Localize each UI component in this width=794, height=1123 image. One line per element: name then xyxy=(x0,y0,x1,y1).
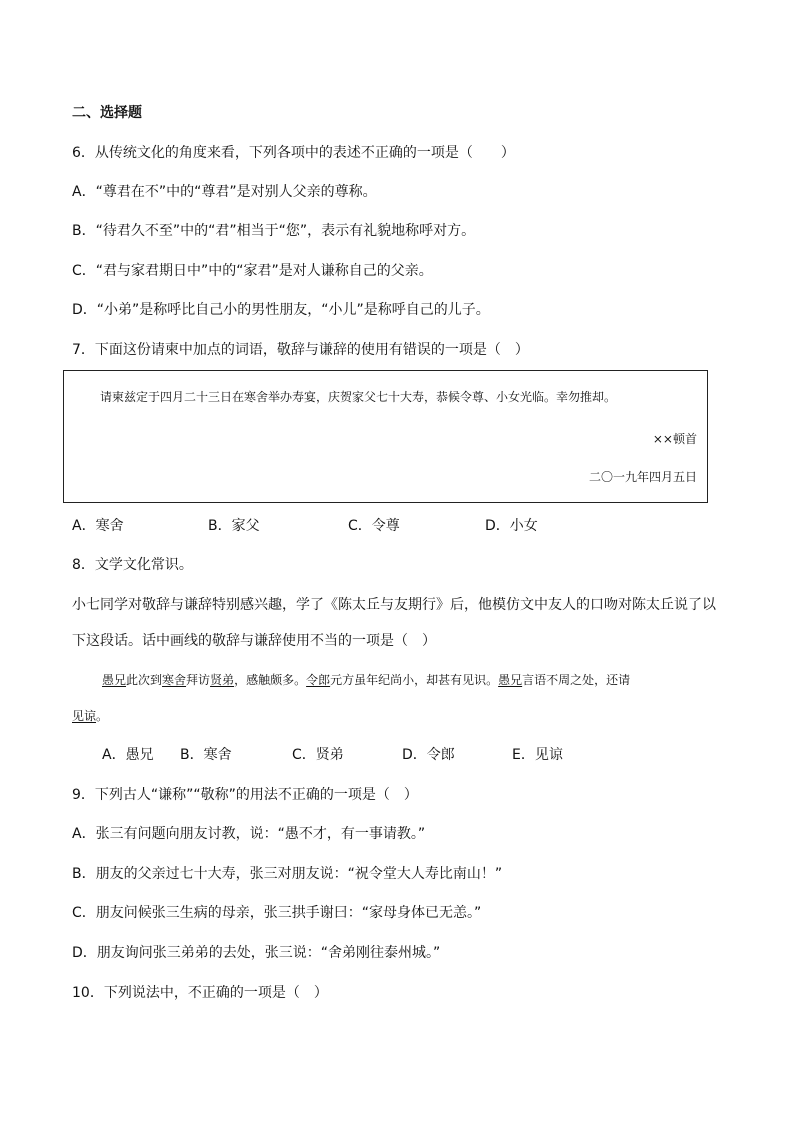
q9-stem: 9．下列古人“谦称”“敬称”的用法不正确的一项是（ ） xyxy=(72,787,418,803)
underlined-term: 愚兄 xyxy=(102,673,127,687)
q6-stem: 6．从传统文化的角度来看，下列各项中的表述不正确的一项是（ ） xyxy=(72,145,515,161)
q8-description-line1: 小七同学对敬辞与谦辞特别感兴趣，学了《陈太丘与友期行》后，他模仿文中友人的口吻对陈太丘说了以 xyxy=(72,597,716,613)
q8-option-e: E．见谅 xyxy=(512,747,563,763)
q6-option-b: B．“待君久不至”中的“君”相当于“您”，表示有礼貌地称呼对方。 xyxy=(72,223,476,239)
invitation-body: 请柬兹定于四月二十三日在寒舍举办寿宴，庆贺家父七十大寿，恭候令尊、小女光临。幸勿推却。 xyxy=(100,390,617,404)
invitation-signature: ××顿首 xyxy=(652,432,697,446)
q8-option-d: D．令郎 xyxy=(402,747,455,763)
q9-option-a: A．张三有问题向朋友讨教，说：“愚不才，有一事请教。” xyxy=(72,826,426,842)
q7-option-c: C．令尊 xyxy=(348,518,400,534)
underlined-term: 见谅 xyxy=(72,709,97,723)
q8-description-line2: 下这段话。话中画线的敬辞与谦辞使用不当的一项是（ ） xyxy=(72,633,436,649)
q8-passage-line1: 愚兄此次到寒舍拜访贤弟，感触颇多。令郎元方虽年纪尚小，却甚有见识。愚兄言语不周之处，还请 xyxy=(102,673,631,687)
q9-option-d: D．朋友询问张三弟弟的去处，张三说：“舍弟刚往泰州城。” xyxy=(72,945,441,961)
underlined-term: 愚兄 xyxy=(498,673,523,687)
q6-option-d: D．“小弟”是称呼比自己小的男性朋友，“小儿”是称呼自己的儿子。 xyxy=(72,302,490,318)
underlined-term: 令郎 xyxy=(306,673,331,687)
section-title: 二、选择题 xyxy=(72,105,142,121)
q10-stem: 10．下列说法中，不正确的一项是（ ） xyxy=(72,985,328,1001)
q7-stem: 7．下面这份请柬中加点的词语，敬辞与谦辞的使用有错误的一项是（ ） xyxy=(72,342,529,358)
invitation-box xyxy=(63,370,708,503)
invitation-date: 二〇一九年四月五日 xyxy=(588,470,697,484)
q8-passage-line2: 见谅。 xyxy=(72,709,109,723)
q6-option-a: A．“尊君在不”中的“尊君”是对别人父亲的尊称。 xyxy=(72,184,377,200)
q9-option-c: C．朋友问候张三生病的母亲，张三拱手谢曰：“家母身体已无恙。” xyxy=(72,905,482,921)
underlined-term: 寒舍 xyxy=(162,673,187,687)
underlined-term: 贤弟 xyxy=(210,673,235,687)
q8-option-c: C．贤弟 xyxy=(292,747,344,763)
q7-option-d: D．小女 xyxy=(485,518,538,534)
q7-option-a: A．寒舍 xyxy=(72,518,124,534)
q7-option-b: B．家父 xyxy=(208,518,260,534)
q9-option-b: B．朋友的父亲过七十大寿，张三对朋友说：“祝令堂大人寿比南山！” xyxy=(72,866,503,882)
q8-option-b: B．寒舍 xyxy=(180,747,232,763)
q6-option-c: C．“君与家君期日中”中的“家君”是对人谦称自己的父亲。 xyxy=(72,263,433,279)
q8-option-a: A．愚兄 xyxy=(102,747,154,763)
q8-stem: 8．文学文化常识。 xyxy=(72,557,193,573)
